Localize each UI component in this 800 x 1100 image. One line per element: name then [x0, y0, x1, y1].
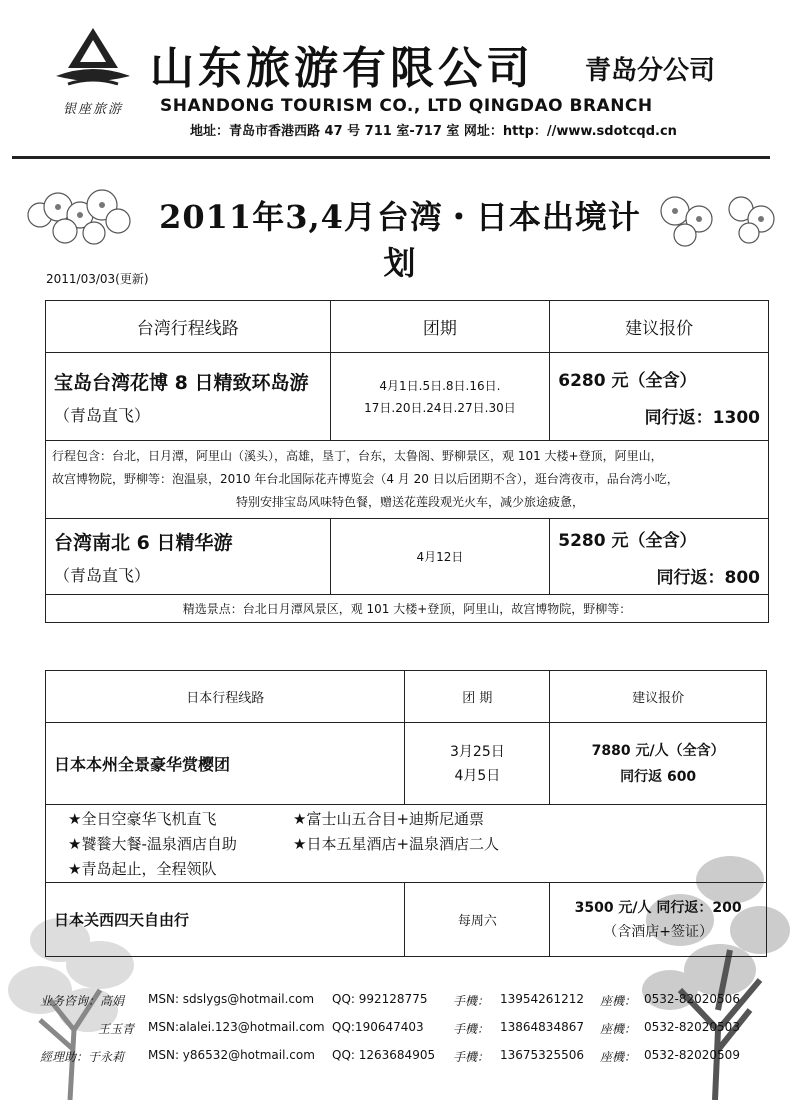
- japan-tours-table: [45, 670, 767, 957]
- tour-dates-line2: 17日.20日.24日.27日.30日: [364, 400, 516, 415]
- tour-name: 日本关西四天自由行: [46, 883, 405, 957]
- table-row: [46, 519, 769, 595]
- contact-name: 业务咨询：高娟: [40, 994, 125, 1008]
- tour-price: 3500 元/人 同行返：200: [574, 899, 742, 916]
- tour-price: 6280 元（全含）: [558, 370, 697, 391]
- table-row: [46, 883, 767, 957]
- table-row: [46, 723, 767, 805]
- table-header-row: [46, 301, 769, 353]
- header-divider: [12, 156, 770, 159]
- tour-date: 4月5日: [454, 767, 501, 784]
- contact-row: [40, 1048, 780, 1076]
- tour-peer-rebate: 同行返：800: [656, 567, 760, 588]
- contact-mobile-label: 手機：: [453, 1050, 490, 1064]
- page-title: 2011年3,4月台湾・日本出境计划: [159, 198, 641, 282]
- tour-departure: （青岛直飞）: [54, 565, 151, 585]
- table-row: [46, 805, 767, 883]
- contact-msn: MSN: y86532@hotmail.com: [148, 1048, 315, 1062]
- company-name-cn: 山东旅游有限公司: [150, 43, 534, 94]
- tour-date: 3月25日: [450, 743, 505, 760]
- update-date: 2011/03/03(更新): [46, 272, 149, 286]
- tour-peer-rebate: 同行返 600: [620, 768, 697, 785]
- header-price: 建议报价: [550, 671, 767, 723]
- table-row: [46, 595, 769, 623]
- contact-row: [40, 992, 780, 1020]
- feature-item: ★青岛起止，全程领队: [68, 860, 217, 878]
- contact-list: [40, 992, 780, 1076]
- contact-row: [40, 1020, 780, 1048]
- taiwan-tours-table: [45, 300, 769, 623]
- tour-notes-line: 特别安排宝岛风味特色餐，赠送花莲段观光火车，减少旅途疲惫，: [235, 495, 584, 509]
- tour-dates-line1: 4月12日: [416, 550, 464, 564]
- table-header-row: [46, 671, 767, 723]
- tour-dates-line1: 4月1日.5日.8日.16日.: [379, 378, 501, 393]
- tour-departure: （青岛直飞）: [54, 405, 151, 425]
- company-address: 地址：青岛市香港西路 47 号 711 室-717 室 网址：http：//www.sdotcqd.cn: [190, 124, 677, 139]
- contact-msn: MSN:alalei.123@hotmail.com: [148, 1020, 325, 1034]
- contact-tel: 0532-82020503: [644, 1020, 740, 1034]
- tour-name: 宝岛台湾花博 8 日精致环岛游: [54, 371, 309, 394]
- contact-name: 經理助：于永莉: [40, 1050, 125, 1064]
- tour-notes-line: 故宫博物院，野柳等：泡温泉，2010 年台北国际花卉博览会（4 月 20 日以后团期不含），逛台湾夜市，品台湾小吃，: [52, 472, 679, 486]
- contact-qq: QQ:190647403: [332, 1020, 424, 1034]
- header-route: 日本行程线路: [46, 671, 405, 723]
- tour-date: 每周六: [405, 883, 550, 957]
- contact-mobile-label: 手機：: [453, 1022, 490, 1036]
- tour-notes-line: 精选景点：台北日月潭风景区，观 101 大楼+登顶，阿里山，故宫博物院，野柳等：: [46, 595, 769, 623]
- tour-name: 台湾南北 6 日精华游: [54, 531, 233, 554]
- contact-mobile: 13954261212: [500, 992, 584, 1006]
- contact-msn: MSN: sdslygs@hotmail.com: [148, 992, 315, 1006]
- flower-decoration-right-icon: [645, 175, 785, 255]
- tour-price: 7880 元/人（全含）: [591, 742, 725, 759]
- contact-tel-label: 座機：: [600, 1022, 637, 1036]
- contact-tel: 0532-82020509: [644, 1048, 740, 1062]
- tour-name: 日本本州全景豪华赏樱团: [46, 723, 405, 805]
- company-logo: [48, 22, 138, 122]
- flower-decoration-left-icon: [10, 175, 140, 255]
- tour-price: 5280 元（全含）: [558, 530, 697, 551]
- table-row: [46, 353, 769, 441]
- branch-name-cn: 青岛分公司: [585, 56, 716, 86]
- logo-text: 银座旅游: [62, 102, 123, 117]
- contact-qq: QQ: 992128775: [332, 992, 428, 1006]
- feature-item: ★饕餮大餐-温泉酒店自助: [68, 835, 237, 853]
- header-route: 台湾行程线路: [46, 301, 331, 353]
- header-dates: 团 期: [405, 671, 550, 723]
- tour-notes-line: 行程包含：台北，日月潭，阿里山（溪头），高雄，垦丁，台东，太鲁阁、野柳景区，观 101 大楼+登顶，阿里山，: [52, 449, 663, 463]
- mountain-logo-icon: [48, 22, 138, 94]
- tour-peer-rebate: 同行返：1300: [644, 407, 760, 428]
- contact-mobile: 13675325506: [500, 1048, 584, 1062]
- header-price: 建议报价: [550, 301, 769, 353]
- contact-mobile-label: 手機：: [453, 994, 490, 1008]
- feature-item: ★日本五星酒店+温泉酒店二人: [293, 835, 500, 853]
- contact-name: 王玉青: [98, 1022, 135, 1036]
- contact-mobile: 13864834867: [500, 1020, 584, 1034]
- contact-qq: QQ: 1263684905: [332, 1048, 436, 1062]
- contact-tel: 0532-82020506: [644, 992, 740, 1006]
- feature-item: ★全日空豪华飞机直飞: [68, 810, 217, 828]
- table-row: [46, 441, 769, 519]
- company-name-en: SHANDONG TOURISM CO., LTD QINGDAO BRANCH: [160, 96, 653, 116]
- contact-tel-label: 座機：: [600, 1050, 637, 1064]
- tour-note: （含酒店+签证）: [603, 923, 713, 940]
- header-dates: 团期: [330, 301, 550, 353]
- contact-tel-label: 座機：: [600, 994, 637, 1008]
- feature-item: ★富士山五合目+迪斯尼通票: [293, 810, 485, 828]
